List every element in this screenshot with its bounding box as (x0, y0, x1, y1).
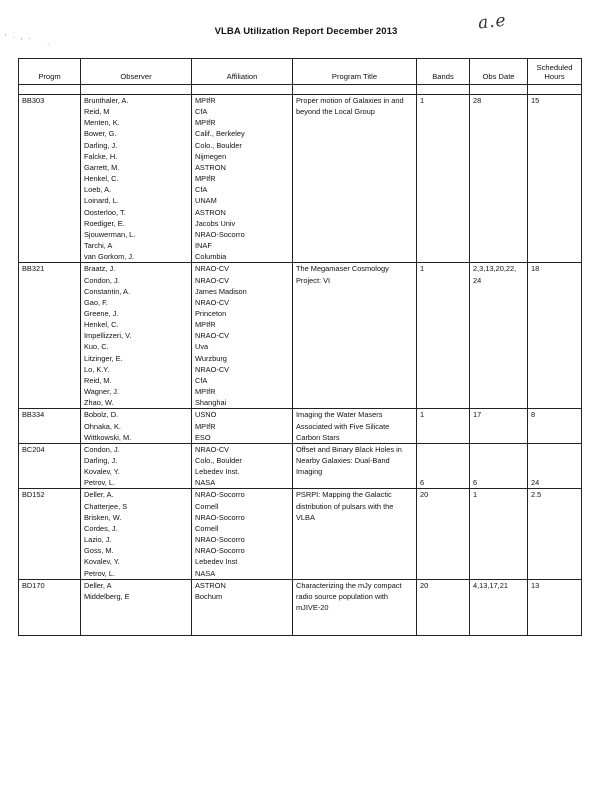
observer-name: Petrov, L. (84, 568, 116, 578)
observer-name: Deller, A. (84, 490, 114, 500)
bands-cell: 1 (417, 95, 470, 263)
header-row (19, 59, 582, 85)
affiliation-cell (192, 263, 293, 409)
observer-name: Lo, K.Y. (84, 364, 110, 374)
observer-name: Goss, M. (84, 546, 114, 556)
table-row (19, 95, 582, 263)
observer-name: Lazio, J. (84, 535, 112, 545)
col-header-obs-date: Obs Date (470, 59, 528, 85)
obs-date-cell: 2,3,13,20,22, 24 (470, 263, 528, 409)
affiliation-name: NRAO-CV (195, 275, 230, 285)
col-header-program-title: Program Title (293, 59, 417, 85)
observer-cell (81, 489, 192, 579)
col-header-observer: Observer (81, 59, 192, 85)
observer-name: Cordes, J. (84, 523, 118, 533)
affiliation-name: Bochum (195, 591, 223, 601)
affiliation-cell (192, 95, 293, 263)
bands-cell: 6 (417, 443, 470, 489)
margin-marks: ' · , . (5, 34, 33, 41)
table-row (19, 579, 582, 635)
affiliation-name: Cornell (195, 523, 219, 533)
observer-name: Petrov, L. (84, 478, 116, 488)
affiliation-name: INAF (195, 241, 212, 251)
program-title-cell: Offset and Binary Black Holes in Nearby Galaxies: Dual-Band Imaging (293, 443, 417, 489)
observer-name: Loeb, A. (84, 185, 112, 195)
scheduled-hours-cell: 15 (528, 95, 582, 263)
scheduled-hours-cell: 18 (528, 263, 582, 409)
program-title-cell: Characterizing the mJy compact radio source population with mJIVE-20 (293, 579, 417, 635)
observer-name: Zhao, W. (84, 398, 114, 408)
affiliation-name: CfA (195, 107, 208, 117)
affiliation-name: MPIfR (195, 387, 216, 397)
affiliation-name: NRAO-CV (195, 444, 230, 454)
observer-name: Gao, F. (84, 297, 108, 307)
affiliation-cell (192, 489, 293, 579)
observer-name: Sjouwerman, L. (84, 229, 136, 239)
program-code-cell: BB303 (19, 95, 81, 263)
observer-cell (81, 579, 192, 635)
scheduled-hours-cell: 8 (528, 409, 582, 443)
observer-name: Litzinger, E. (84, 353, 123, 363)
affiliation-name: NRAO-Socorro (195, 512, 245, 522)
observer-name: Constantin, A. (84, 286, 131, 296)
observer-name: Bobolz, D. (84, 410, 119, 420)
bands-cell: 20 (417, 489, 470, 579)
observer-name: Brunthaler, A. (84, 96, 129, 105)
affiliation-name: CfA (195, 185, 208, 195)
affiliation-name: Uva (195, 342, 209, 352)
program-title-cell: The Megamaser Cosmology Project: VI (293, 263, 417, 409)
table-row (19, 409, 582, 443)
observer-name: Bower, G. (84, 129, 117, 139)
program-title-cell: Proper motion of Galaxies in and beyond the Local Group (293, 95, 417, 263)
observer-name: Wittkowski, M. (84, 432, 132, 442)
observer-name: Falcke, H. (84, 151, 118, 161)
margin-marks-secondary: · · (44, 42, 50, 48)
affiliation-name: NRAO-CV (195, 331, 230, 341)
affiliation-cell (192, 579, 293, 635)
observer-name: Loinard, L. (84, 196, 119, 206)
affiliation-name: UNAM (195, 196, 217, 206)
observer-name: Henkel, C. (84, 320, 119, 330)
program-title-cell: Imaging the Water Masers Associated with Five Silicate Carbon Stars (293, 409, 417, 443)
observer-name: Kovalev, Y. (84, 467, 120, 477)
observer-name: Tarchi, A (84, 241, 113, 251)
affiliation-name: Lebedev Inst. (195, 467, 240, 477)
affiliation-name: MPIfR (195, 174, 216, 184)
observer-name: Kovalev, Y. (84, 557, 120, 567)
table-row (19, 443, 582, 489)
affiliation-name: NRAO-Socorro (195, 535, 245, 545)
observer-name: Reid, M. (84, 375, 112, 385)
affiliation-name: ASTRON (195, 207, 226, 217)
observer-name: van Gorkom, J. (84, 252, 135, 262)
scheduled-hours-cell: 24 (528, 443, 582, 489)
observer-name: Wagner, J. (84, 387, 120, 397)
affiliation-name: Colo., Boulder (195, 456, 242, 465)
affiliation-name: CfA (195, 375, 208, 385)
affiliation-cell (192, 409, 293, 443)
affiliation-name: USNO (195, 410, 217, 420)
handwritten-initials: a.e (477, 10, 508, 34)
affiliation-name: NRAO-CV (195, 264, 230, 274)
program-code-cell: BD152 (19, 489, 81, 579)
obs-date-cell: 1 (470, 489, 528, 579)
table-row (19, 489, 582, 579)
table-row (19, 263, 582, 409)
observer-name: Chatterjee, S (84, 501, 128, 511)
observer-cell (81, 263, 192, 409)
observer-name: Darling, J. (84, 456, 118, 465)
observer-name: Kuo, C. (84, 342, 109, 352)
affiliation-name: MPIfR (195, 421, 216, 431)
affiliation-name: James Madison (195, 286, 247, 296)
affiliation-name: NRAO-Socorro (195, 546, 245, 556)
observer-name: Condon, J. (84, 275, 120, 285)
affiliation-name: ASTRON (195, 580, 226, 590)
affiliation-name: Wurzburg (195, 353, 227, 363)
obs-date-cell: 17 (470, 409, 528, 443)
page-title: VLBA Utilization Report December 2013 (214, 26, 398, 37)
affiliation-name: NRAO-CV (195, 297, 230, 307)
program-code-cell: BD170 (19, 579, 81, 635)
affiliation-name: Cornell (195, 501, 219, 511)
observer-name: Menten, K. (84, 118, 120, 128)
program-title-cell: PSRPI: Mapping the Galactic distribution of pulsars with the VLBA (293, 489, 417, 579)
spacer-row (19, 85, 582, 95)
affiliation-name: NASA (195, 568, 216, 578)
obs-date-cell: 4,13,17,21 (470, 579, 528, 635)
affiliation-name: Nijmegen (195, 151, 227, 161)
affiliation-name: ASTRON (195, 162, 226, 172)
col-header-scheduled-hours: Scheduled Hours (528, 59, 582, 85)
observer-name: Henkel, C. (84, 174, 119, 184)
affiliation-name: Jacobs Univ (195, 218, 236, 228)
affiliation-name: ESO (195, 432, 211, 442)
program-code-cell: BC204 (19, 443, 81, 489)
utilization-table (18, 58, 582, 636)
observer-name: Middelberg, E (84, 591, 130, 601)
affiliation-name: NRAO-Socorro (195, 490, 245, 500)
observer-name: Reid, M (84, 107, 110, 117)
observer-name: Oosterloo, T. (84, 207, 126, 217)
bands-cell: 1 (417, 409, 470, 443)
affiliation-name: Shanghai (195, 398, 227, 408)
observer-name: Garrett, M. (84, 162, 120, 172)
scheduled-hours-cell: 2.5 (528, 489, 582, 579)
affiliation-name: MPIfR (195, 96, 216, 105)
observer-name: Brisken, W. (84, 512, 122, 522)
affiliation-name: Lebedev Inst (195, 557, 238, 567)
observer-cell (81, 95, 192, 263)
col-header-affiliation: Affiliation (192, 59, 293, 85)
program-code-cell: BB334 (19, 409, 81, 443)
affiliation-cell (192, 443, 293, 489)
bands-cell: 1 (417, 263, 470, 409)
observer-name: Ohnaka, K. (84, 421, 121, 431)
observer-name: Deller, A (84, 580, 112, 590)
scheduled-hours-cell: 13 (528, 579, 582, 635)
affiliation-name: NRAO-CV (195, 364, 230, 374)
affiliation-name: Columbia (195, 252, 227, 262)
obs-date-cell: 6 (470, 443, 528, 489)
observer-name: Condon, J. (84, 444, 120, 454)
affiliation-name: Colo., Boulder (195, 140, 242, 150)
observer-name: Darling, J. (84, 140, 118, 150)
obs-date-cell: 28 (470, 95, 528, 263)
observer-name: Impellizzeri, V. (84, 331, 132, 341)
observer-name: Braatz, J. (84, 264, 116, 274)
observer-name: Greene, J. (84, 308, 119, 318)
col-header-bands: Bands (417, 59, 470, 85)
table-body (19, 85, 582, 636)
observer-cell (81, 443, 192, 489)
affiliation-name: Calif., Berkeley (195, 129, 245, 139)
col-header-program: Progm (19, 59, 81, 85)
affiliation-name: NASA (195, 478, 216, 488)
affiliation-name: MPIfR (195, 118, 216, 128)
affiliation-name: MPIfR (195, 320, 216, 330)
observer-cell (81, 409, 192, 443)
program-code-cell: BB321 (19, 263, 81, 409)
affiliation-name: Princeton (195, 308, 227, 318)
observer-name: Roediger, E. (84, 218, 125, 228)
bands-cell: 20 (417, 579, 470, 635)
affiliation-name: NRAO-Socorro (195, 229, 245, 239)
